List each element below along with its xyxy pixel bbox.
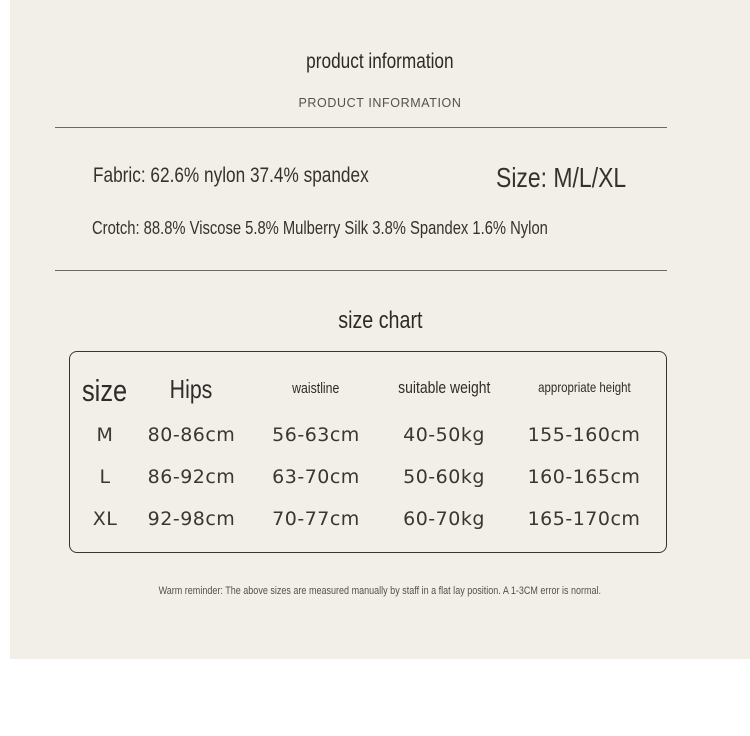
table-cell: M xyxy=(96,424,114,446)
table-cell: L xyxy=(99,466,111,488)
fabric-text: Fabric: 62.6% nylon 37.4% spandex xyxy=(93,164,369,187)
table-cell: 56-63cm xyxy=(272,424,360,446)
table-cell: 86-92cm xyxy=(147,466,236,488)
table-cell: 40-50kg xyxy=(403,424,485,446)
header-weight-text: suitable weight xyxy=(397,378,491,397)
divider-bottom xyxy=(55,270,667,271)
warm-reminder-text: Warm reminder: The above sizes are measured manually by staff in a flat lay position. A 1-3CM error is normal. xyxy=(158,585,602,597)
section-subtitle xyxy=(10,96,750,110)
sizes-text: Size: M/L/XL xyxy=(496,162,627,193)
header-waistline-text: waistline xyxy=(292,380,340,397)
size-chart-title-text: size chart xyxy=(337,307,423,334)
table-cell: 63-70cm xyxy=(272,466,360,488)
section-title-text: product information xyxy=(306,50,454,73)
table-cell: 70-77cm xyxy=(272,508,360,530)
section-title xyxy=(10,50,750,74)
section-subtitle-text: PRODUCT INFORMATION xyxy=(298,96,462,110)
header-height xyxy=(514,379,654,395)
header-hips xyxy=(140,374,243,405)
table-cell: 60-70kg xyxy=(403,508,485,530)
table-cell: 92-98cm xyxy=(147,508,236,530)
table-cell: 160-165cm xyxy=(527,466,641,488)
table-cell: XL xyxy=(92,508,118,530)
header-waistline xyxy=(258,380,374,397)
table-cell: 80-86cm xyxy=(147,424,236,446)
header-size-text: size xyxy=(82,373,128,408)
crotch-composition xyxy=(92,218,648,239)
header-hips-text: Hips xyxy=(170,374,213,404)
warm-reminder xyxy=(10,585,750,597)
available-sizes xyxy=(496,162,655,194)
table-cell: 155-160cm xyxy=(527,424,641,446)
fabric-composition xyxy=(93,164,429,188)
header-size xyxy=(71,373,139,409)
divider-top xyxy=(55,127,667,128)
size-chart-title xyxy=(10,307,750,335)
table-cell: 50-60kg xyxy=(403,466,485,488)
header-weight xyxy=(378,378,510,398)
header-height-text: appropriate height xyxy=(537,379,631,395)
crotch-text: Crotch: 88.8% Viscose 5.8% Mulberry Silk 3.8% Spandex 1.6% Nylon xyxy=(92,218,548,238)
table-cell: 165-170cm xyxy=(527,508,641,530)
